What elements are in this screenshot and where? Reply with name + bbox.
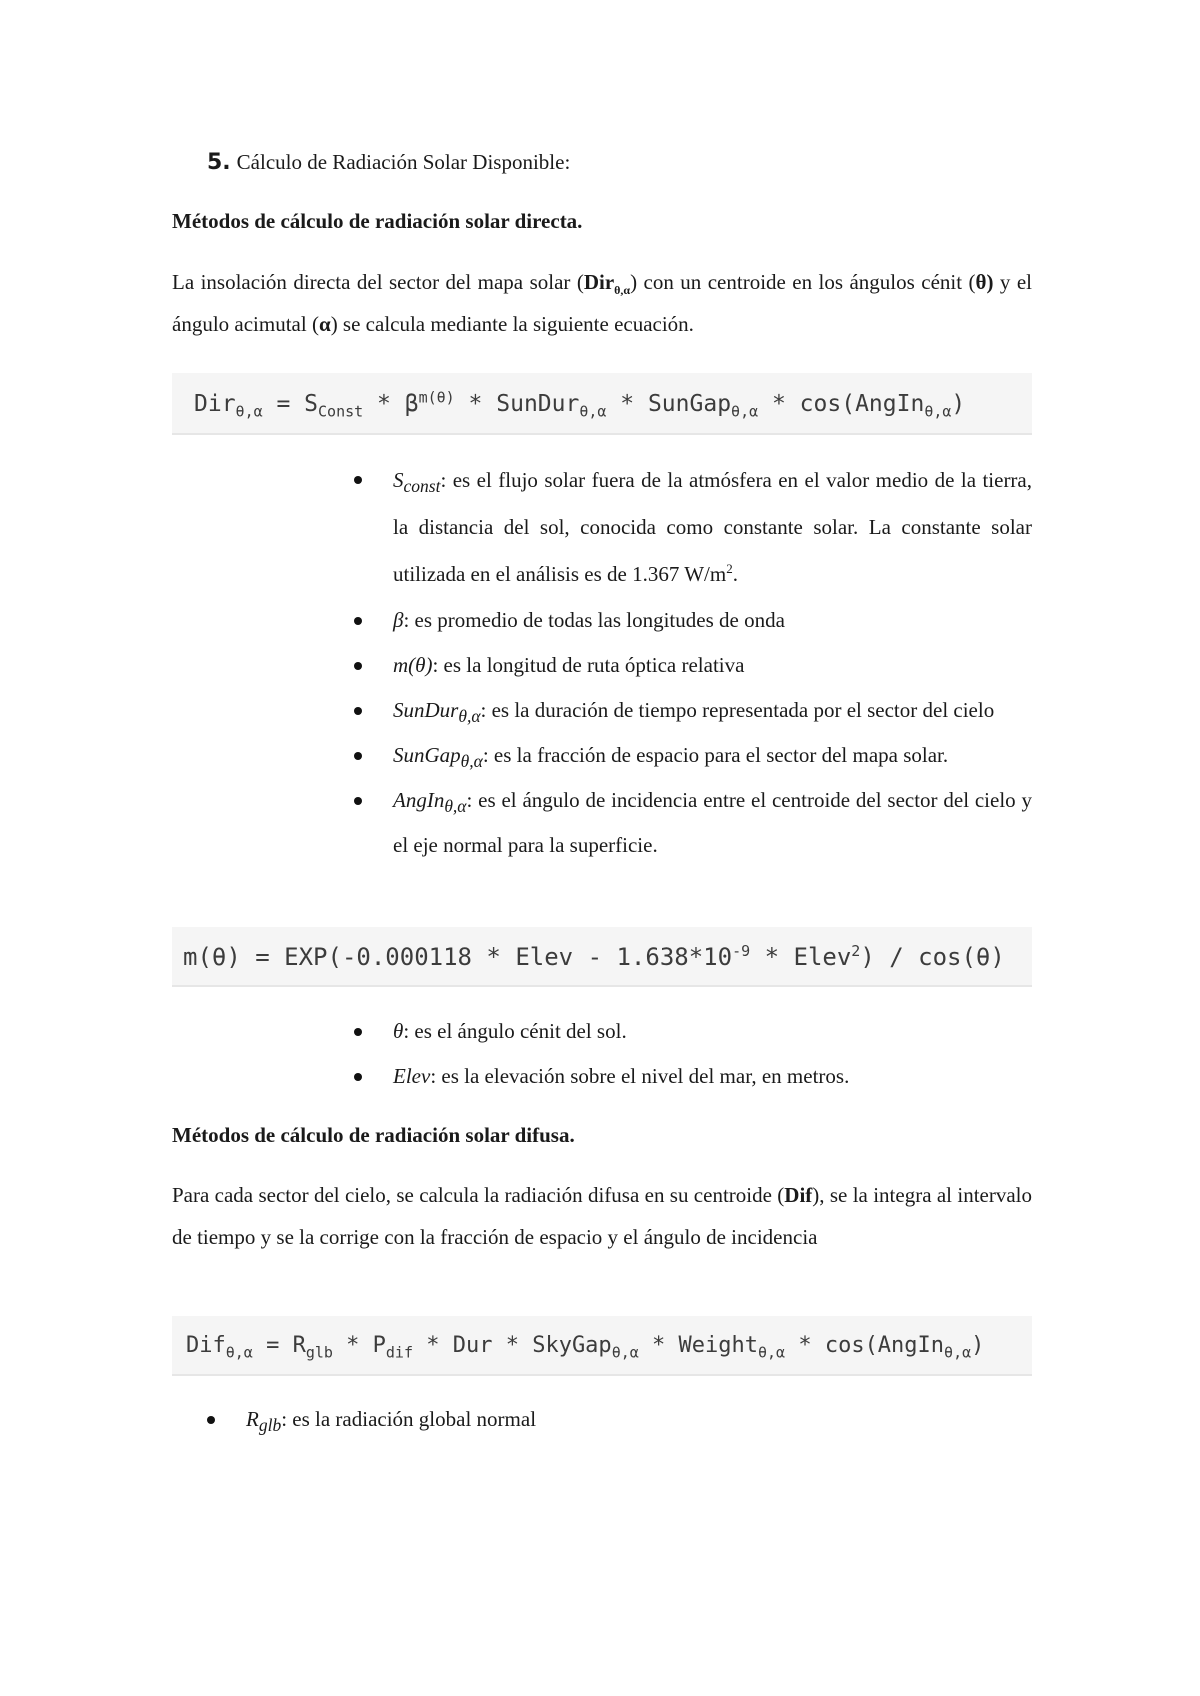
optical-path-formula — [172, 927, 1032, 987]
diffuse-formula — [172, 1316, 1032, 1376]
section-title: Cálculo de Radiación Solar Disponible: — [236, 150, 571, 174]
theta-symbol: θ) — [975, 270, 994, 294]
list-item — [393, 457, 1032, 598]
intro-text: y el ángulo acimutal ( — [172, 270, 1032, 336]
bullet-text: : es el flujo solar fuera de la atmósfera en el valor medio de la tierra, la distancia del sol, conocida como constante solar. La constante solar utilizada en el análisis es de 1.367 W/m — [393, 468, 1032, 586]
dif-symbol: Dif — [784, 1183, 813, 1207]
formula-part: ) — [951, 391, 966, 417]
formula-subscript: θ,α — [225, 1343, 253, 1362]
list-item — [393, 778, 1032, 868]
dir-symbol: Dir — [583, 270, 615, 294]
formula-part: Dif — [186, 1333, 226, 1358]
bullet-subscript: θ,α — [458, 706, 481, 727]
formula-superscript: m(θ) — [418, 388, 455, 407]
dir-subscript: θ,α — [614, 283, 631, 298]
list-item — [393, 1009, 1032, 1054]
formula-part: = R — [252, 1333, 306, 1358]
bullet-symbol: SunDur — [393, 698, 459, 722]
bullet-symbol: AngIn — [393, 788, 445, 812]
formula-part: * cos(AngIn — [785, 1333, 945, 1358]
bullet-symbol: m(θ) — [393, 653, 433, 677]
bullet-text: : es la radiación global normal — [281, 1407, 537, 1431]
bullet-symbol: Elev — [393, 1064, 431, 1088]
bullet-subscript: θ,α — [444, 796, 467, 817]
formula-part: ) / cos(θ) — [860, 943, 1005, 971]
formula-subscript: dif — [385, 1343, 413, 1362]
bullet-subscript: const — [403, 476, 441, 497]
direct-bullet-list — [393, 457, 1032, 868]
formula-superscript: -9 — [732, 942, 751, 960]
bullet-text: : es el ángulo cénit del sol. — [403, 1019, 627, 1043]
optical-path-bullet-list — [393, 1009, 1032, 1099]
diffuse-bullet-list — [246, 1397, 1032, 1442]
formula-part: * Dur * SkyGap — [413, 1333, 612, 1358]
formula-subscript: θ,α — [579, 402, 607, 421]
intro-text: Para cada sector del cielo, se calcula la radiación difusa en su centroide ( — [172, 1183, 785, 1207]
bullet-text: : es promedio de todas las longitudes de onda — [403, 608, 785, 632]
list-item — [393, 688, 1032, 733]
formula-subscript: θ,α — [611, 1343, 639, 1362]
bullet-superscript: 2 — [726, 561, 733, 576]
intro-text: ) con un centroide en los ángulos cénit ( — [630, 270, 976, 294]
direct-intro-paragraph — [172, 261, 1032, 345]
formula-part: * SunGap — [606, 391, 732, 417]
formula-part: * β — [363, 391, 419, 417]
list-item — [393, 643, 1032, 688]
bullet-text: : es la duración de tiempo representada por el sector del cielo — [480, 698, 995, 722]
diffuse-heading: Métodos de cálculo de radiación solar difusa. — [172, 1123, 575, 1147]
bullet-symbol: θ — [393, 1019, 404, 1043]
bullet-text: . — [732, 562, 738, 586]
intro-text: ), se la integra al intervalo de tiempo y se la corrige con la fracción de espacio y el ángulo de incidencia — [172, 1183, 1032, 1249]
bullet-symbol: S — [393, 468, 404, 492]
bullet-text: : es la longitud de ruta óptica relativa — [432, 653, 745, 677]
bullet-subscript: θ,α — [460, 751, 483, 772]
formula-subscript: θ,α — [944, 1343, 972, 1362]
direct-heading: Métodos de cálculo de radiación solar directa. — [172, 209, 583, 233]
formula-subscript: θ,α — [731, 402, 759, 421]
list-item — [246, 1397, 1032, 1442]
section-number: 5. — [207, 150, 231, 175]
bullet-text: : es el ángulo de incidencia entre el centroide del sector del cielo y el eje normal para la superficie. — [393, 788, 1032, 857]
formula-subscript: θ,α — [758, 1343, 786, 1362]
formula-part: * SunDur — [454, 391, 580, 417]
bullet-text: : es la elevación sobre el nivel del mar, en metros. — [430, 1064, 850, 1088]
list-item — [393, 733, 1032, 778]
intro-text: ) se calcula mediante la siguiente ecuación. — [330, 312, 694, 336]
list-item — [393, 1054, 1032, 1099]
bullet-symbol: SunGap — [393, 743, 461, 767]
diffuse-intro-paragraph — [172, 1174, 1032, 1258]
formula-part: * P — [332, 1333, 386, 1358]
list-item — [393, 598, 1032, 643]
formula-subscript: Const — [318, 402, 364, 421]
formula-part: * Elev — [750, 943, 852, 971]
alpha-symbol: α — [318, 312, 331, 336]
formula-part: ) — [971, 1333, 985, 1358]
bullet-symbol: β — [393, 608, 404, 632]
intro-text: La insolación directa del sector del mapa solar ( — [172, 270, 584, 294]
bullet-symbol: R — [246, 1407, 259, 1431]
formula-part: Dir — [194, 391, 236, 417]
bullet-subscript: glb — [258, 1415, 282, 1436]
formula-part: m(θ) = EXP(-0.000118 * Elev - 1.638*10 — [183, 943, 733, 971]
bullet-text: : es la fracción de espacio para el sector del mapa solar. — [482, 743, 949, 767]
formula-superscript: 2 — [851, 942, 861, 960]
formula-part: * Weight — [638, 1333, 758, 1358]
formula-subscript: θ,α — [235, 402, 263, 421]
formula-part: = S — [262, 391, 319, 417]
formula-subscript: θ,α — [924, 402, 952, 421]
direct-formula — [172, 373, 1032, 435]
section-heading — [207, 142, 570, 183]
formula-part: * cos(AngIn — [758, 391, 925, 417]
formula-subscript: glb — [305, 1343, 333, 1362]
